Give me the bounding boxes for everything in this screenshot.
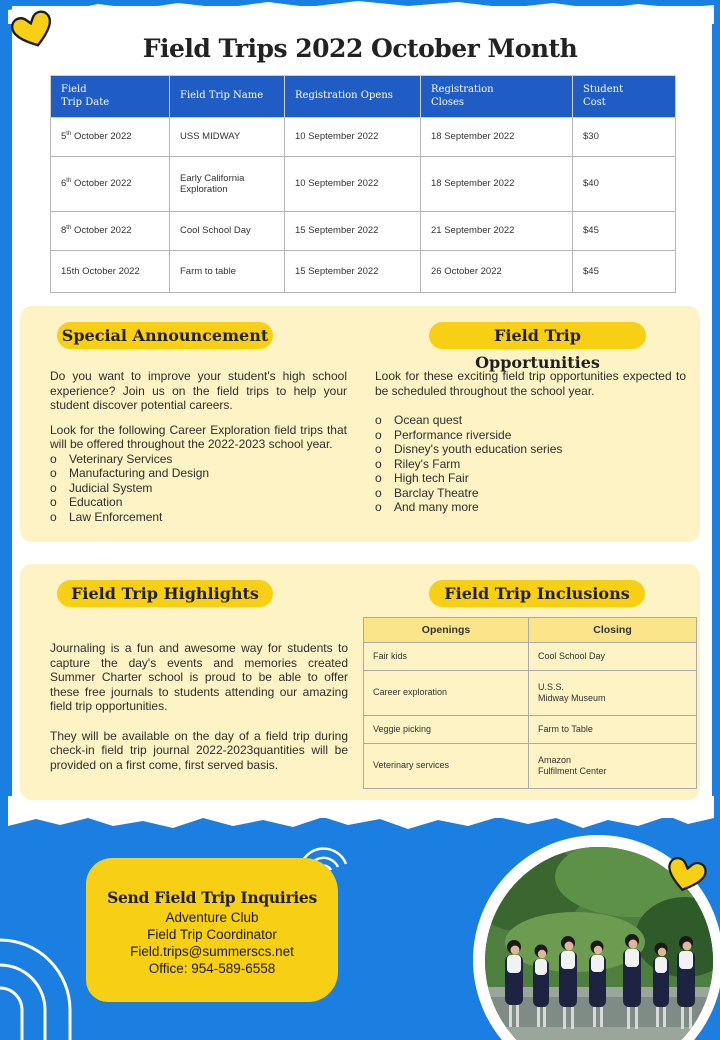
- student-cost: $45: [573, 212, 676, 251]
- closing-cell: U.S.S. Midway Museum: [529, 671, 697, 716]
- highlights-paragraph: Journaling is a fun and awesome way for students to capture the day's events and memories created Summer Charter school is proud to be able to offer these free journals to students attending our amazing field trip opportunities.: [50, 641, 348, 713]
- table-row: [364, 744, 697, 789]
- header-closing: Closing: [529, 618, 697, 643]
- contact-card: [86, 858, 338, 1002]
- contact-email[interactable]: Field.trips@summerscs.net: [130, 944, 294, 959]
- table-row: [51, 157, 676, 212]
- table-row: [364, 671, 697, 716]
- highlights-paragraph: They will be available on the day of a field trip during check-in field trip journal 2022-2023quantities will be provided on a first come, first served basis.: [50, 728, 348, 772]
- registration-opens: 10 September 2022: [285, 157, 421, 212]
- registration-closes: 21 September 2022: [421, 212, 573, 251]
- field-trip-opportunities-heading: Field Trip Opportunities: [429, 322, 646, 349]
- list-item: o High tech Fair: [375, 471, 686, 486]
- opportunities-list: [375, 413, 686, 515]
- contact-role: Field Trip Coordinator: [147, 927, 277, 942]
- registration-opens: 15 September 2022: [285, 212, 421, 251]
- special-announcement-heading: Special Announcement: [57, 322, 273, 349]
- list-item: o Barclay Theatre: [375, 486, 686, 501]
- trip-name: Early California Exploration: [170, 157, 285, 212]
- table-row: [51, 118, 676, 157]
- student-cost: $30: [573, 118, 676, 157]
- list-item: o Ocean quest: [375, 413, 686, 428]
- list-item: o Education: [50, 495, 347, 510]
- list-item: o And many more: [375, 500, 686, 515]
- registration-closes: 18 September 2022: [421, 118, 573, 157]
- list-item: o Judicial System: [50, 481, 347, 496]
- field-trip-highlights-heading: Field Trip Highlights: [57, 580, 273, 607]
- trip-date: 8th October 2022: [51, 212, 170, 251]
- list-item: o Law Enforcement: [50, 510, 347, 525]
- announcement-text: [50, 369, 347, 524]
- closing-cell: Farm to Table: [529, 716, 697, 744]
- header-student-cost: Student Cost: [573, 76, 676, 118]
- registration-opens: 10 September 2022: [285, 118, 421, 157]
- trip-name: Cool School Day: [170, 212, 285, 251]
- header-registration-closes: Registration Closes: [421, 76, 573, 118]
- torn-paper-top-edge: [8, 0, 714, 24]
- closing-cell: Amazon Fulfilment Center: [529, 744, 697, 789]
- table-row: [51, 251, 676, 293]
- torn-paper-bottom-edge: [8, 796, 714, 836]
- list-item: o Veterinary Services: [50, 452, 347, 467]
- student-cost: $40: [573, 157, 676, 212]
- trip-name: Farm to table: [170, 251, 285, 293]
- contact-club: Adventure Club: [165, 910, 259, 925]
- registration-closes: 26 October 2022: [421, 251, 573, 293]
- opening-cell: Veggie picking: [364, 716, 529, 744]
- header-registration-opens: Registration Opens: [285, 76, 421, 118]
- announcement-paragraph: Do you want to improve your student's high school experience? Join us on the field trips to help your student discover potential careers.: [50, 369, 347, 412]
- list-item: o Manufacturing and Design: [50, 466, 347, 481]
- contact-phone: Office: 954-589-6558: [148, 961, 276, 976]
- list-item: o Riley's Farm: [375, 457, 686, 472]
- opening-cell: Career exploration: [364, 671, 529, 716]
- announcement-paragraph: Look for the following Career Exploration field trips that will be offered throughout the 2022-2023 school year.: [50, 422, 347, 451]
- field-trips-table: [50, 75, 676, 293]
- contact-heading: Send Field Trip Inquiries: [107, 888, 317, 907]
- header-trip-date: Field Trip Date: [51, 76, 170, 118]
- list-item: o Disney's youth education series: [375, 442, 686, 457]
- career-exploration-list: [50, 452, 347, 525]
- heart-icon: [664, 856, 708, 894]
- page-title: Field Trips 2022 October Month: [142, 34, 578, 63]
- decorative-arcs: [0, 870, 90, 1040]
- opportunities-text: [375, 369, 686, 515]
- header-openings: Openings: [364, 618, 529, 643]
- list-item: o Performance riverside: [375, 428, 686, 443]
- table-row: [364, 716, 697, 744]
- field-trip-inclusions-heading: Field Trip Inclusions: [429, 580, 645, 607]
- header-trip-name: Field Trip Name: [170, 76, 285, 118]
- trip-name: USS MIDWAY: [170, 118, 285, 157]
- table-row: [51, 212, 676, 251]
- trip-date: 6th October 2022: [51, 157, 170, 212]
- closing-cell: Cool School Day: [529, 643, 697, 671]
- highlights-text: [50, 641, 348, 782]
- opening-cell: Fair kids: [364, 643, 529, 671]
- opening-cell: Veterinary services: [364, 744, 529, 789]
- inclusions-table: [363, 617, 697, 789]
- trip-date: 5th October 2022: [51, 118, 170, 157]
- registration-closes: 18 September 2022: [421, 157, 573, 212]
- student-cost: $45: [573, 251, 676, 293]
- opportunities-paragraph: Look for these exciting field trip opportunities expected to be scheduled throughout the school year.: [375, 369, 686, 398]
- table-row: [364, 643, 697, 671]
- trip-date: 15th October 2022: [51, 251, 170, 293]
- registration-opens: 15 September 2022: [285, 251, 421, 293]
